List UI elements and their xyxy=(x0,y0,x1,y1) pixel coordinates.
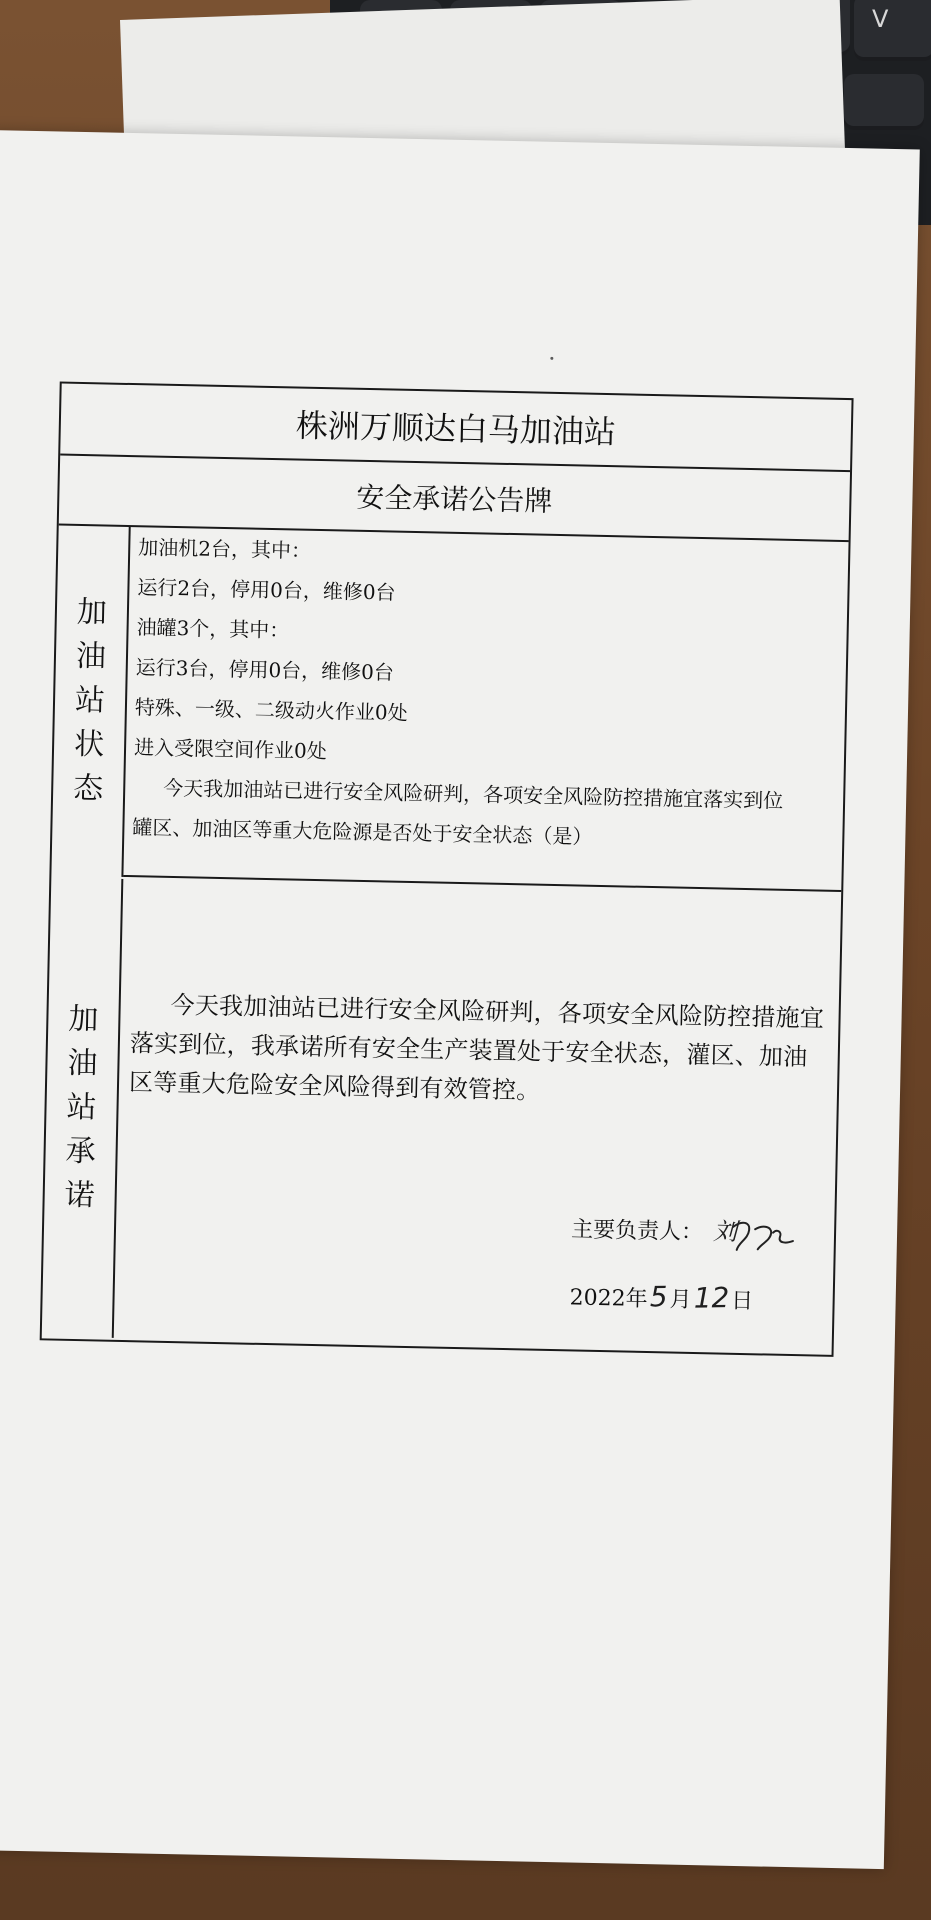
date-day-handwritten: 12 xyxy=(693,1281,730,1315)
status-line: 运行2台，停用0台，维修0台 xyxy=(137,575,396,605)
status-label-char: 状 xyxy=(73,726,105,763)
promise-label-char: 站 xyxy=(66,1089,97,1125)
keyboard-key-v-label: V xyxy=(872,5,889,33)
safety-notice-board xyxy=(40,382,854,1357)
notice-title: 株洲万顺达白马加油站 xyxy=(60,384,851,473)
status-label-char: 加 xyxy=(76,594,108,631)
promise-label-char: 油 xyxy=(67,1045,98,1081)
promise-text: 今天我加油站已进行安全风险研判，各项安全风险防控措施宜落实到位，我承诺所有安全生产装置处于安全状态，灌区、加油区等重大危险安全风险得到有效管控。 xyxy=(128,990,825,1105)
date-year: 2022年 xyxy=(569,1285,648,1313)
status-line: 运行3台，停用0台，维修0台 xyxy=(135,655,395,685)
notice-subtitle: 安全承诺公告牌 xyxy=(59,456,850,543)
handwritten-signature xyxy=(707,1211,803,1255)
station-status-content xyxy=(123,527,848,892)
keyboard-key-v xyxy=(854,0,931,61)
status-section-label xyxy=(51,526,130,877)
date-month-handwritten: 5 xyxy=(649,1280,668,1314)
station-promise-content xyxy=(114,879,841,1353)
status-line: 罐区、加油区等重大危险源是否处于安全状态（是） xyxy=(132,815,593,849)
date-day-label: 日 xyxy=(730,1288,754,1315)
promise-label-char: 承 xyxy=(65,1133,96,1169)
status-line: 加油机2台，其中： xyxy=(138,535,312,563)
status-label-char: 站 xyxy=(74,682,106,719)
notice-paper xyxy=(0,130,920,1869)
status-label-char: 态 xyxy=(72,770,104,807)
promise-label-char: 诺 xyxy=(64,1177,96,1213)
signature-date xyxy=(569,1275,753,1321)
responsible-person-label: 主要负责人： xyxy=(570,1216,704,1245)
status-line: 特殊、一级、二级动火作业0处 xyxy=(134,695,408,725)
promise-label-char: 加 xyxy=(68,1001,99,1037)
promise-section-label xyxy=(42,877,124,1337)
status-label-char: 油 xyxy=(75,638,107,675)
date-month-label: 月 xyxy=(669,1287,692,1313)
status-line: 油罐3个，其中： xyxy=(136,615,290,643)
status-line: 进入受限空间作业0处 xyxy=(133,735,328,764)
signature-text: 刘 xyxy=(712,1217,738,1246)
paper-mark xyxy=(550,357,553,360)
keyboard-key xyxy=(844,74,924,130)
status-line: 今天我加油站已进行安全风险研判，各项安全风险防控措施宜落实到位 xyxy=(163,775,784,813)
responsible-person-line xyxy=(571,1208,803,1255)
